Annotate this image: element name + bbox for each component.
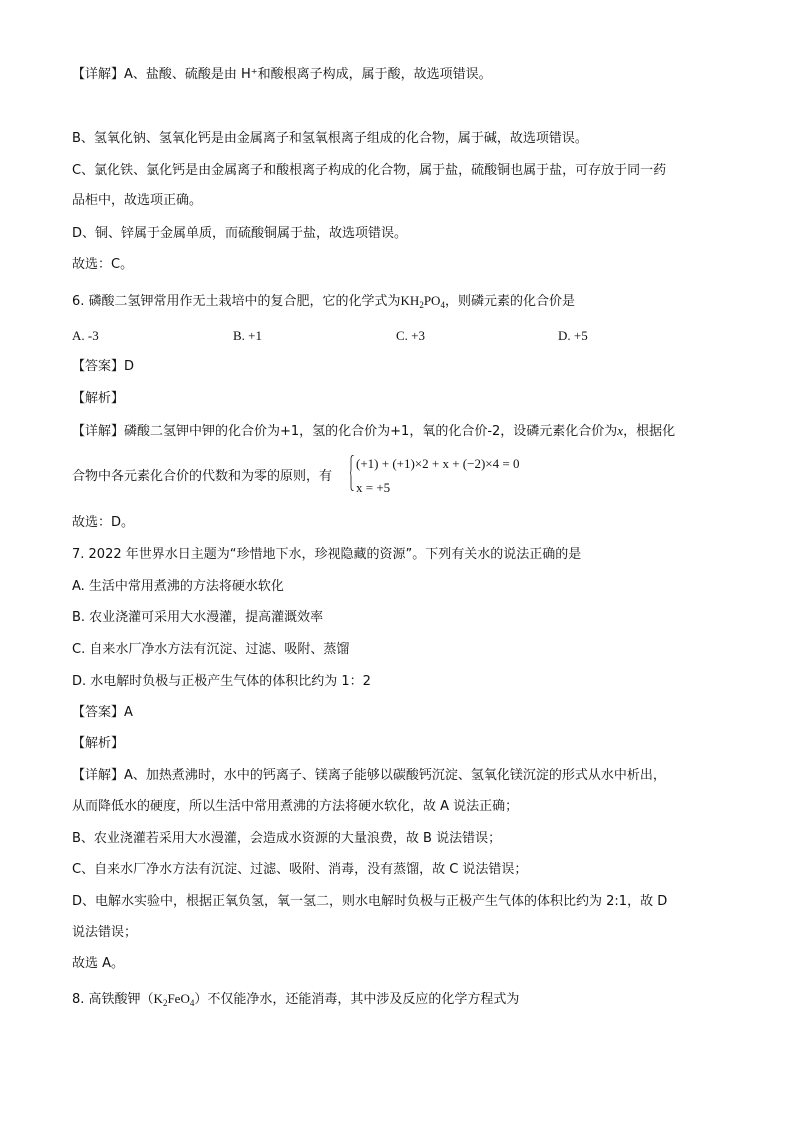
detail-6-line-1 <box>72 422 675 441</box>
question-8-stem-end: ）不仅能净水，还能消毒，其中涉及反应的化学方程式为 <box>194 992 520 1007</box>
detail-c-text: C、氯化铁、氯化钙是由金属离子和酸根离子构成的化合物，属于盐，硫酸铜也属于盐，可存放于同一药 <box>72 163 667 178</box>
analysis-6-heading: 【解析】 <box>72 391 125 406</box>
question-6-stem-end: ，则磷元素的化合价是 <box>444 294 575 309</box>
detail-6-line-1-end: ，根据化 <box>623 424 676 439</box>
detail-a-text: 【详解】A、盐酸、硫酸是由 H⁺和酸根离子构成，属于酸，故选项错误。 <box>72 67 492 82</box>
q7-option-a: A. 生活中常用煮沸的方法将硬水软化 <box>72 579 284 594</box>
equation-1: (+1) + (+1)×2 + x + (−2)×4 = 0 <box>356 456 520 471</box>
choice-c-text: 故选：C。 <box>72 257 134 272</box>
choice-a-text: 故选 A。 <box>72 956 125 971</box>
detail-7-line-5: D、电解水实验中，根据正氧负氢，氧一氢二，则水电解时负极与正极产生气体的体积比约为 2:1，故 D <box>72 894 668 909</box>
k2feo4-formula: $K_2FeO_4$ <box>153 991 195 1008</box>
kh2po4-formula: $KH_2PO_4$ <box>400 293 445 310</box>
question-8-stem: 8. 高铁酸钾（ <box>72 992 154 1007</box>
detail-7-line-1: 【详解】A、加热煮沸时，水中的钙离子、镁离子能够以碳酸钙沉淀、氢氧化镁沉淀的形式从水中析出， <box>72 768 666 783</box>
q6-option-c: C. +3 <box>396 328 426 343</box>
equation-2: x = +5 <box>356 480 391 495</box>
q7-option-b: B. 农业浇灌可采用大水漫灌，提高灌溉效率 <box>72 610 324 625</box>
answer-6: 【答案】D <box>72 359 135 374</box>
detail-7-line-4: C、自来水厂净水方法有沉淀、过滤、吸附、消毒，没有蒸馏，故 C 说法错误； <box>72 862 528 877</box>
q6-option-d: D. +5 <box>558 328 588 343</box>
q6-option-a: A. -3 <box>72 328 99 343</box>
question-6 <box>72 292 575 311</box>
detail-b-text: B、氢氧化钠、氢氧化钙是由金属离子和氢氧根离子组成的化合物，属于碱，故选项错误。 <box>72 131 588 146</box>
answer-7: 【答案】A <box>72 705 133 720</box>
question-8 <box>72 990 519 1009</box>
q7-option-d: D. 水电解时负极与正极产生气体的体积比约为 1：2 <box>72 674 371 689</box>
question-7: 7. 2022 年世界水日主题为“珍惜地下水，珍视隐藏的资源”。下列有关水的说法正确的是 <box>72 547 582 562</box>
variable-x: x <box>617 423 624 438</box>
detail-c-cont-text: 品柜中，故选项正确。 <box>72 193 203 208</box>
q6-option-b: B. +1 <box>233 328 263 343</box>
detail-7-line-2: 从而降低水的硬度，所以生活中常用煮沸的方法将硬水软化，故 A 说法正确； <box>72 799 519 814</box>
detail-6-line-1-text: 【详解】磷酸二氢钾中钾的化合价为+1，氢的化合价为+1，氧的化合价-2，设磷元素化合价为 <box>72 424 618 439</box>
detail-6-line-2: 合物中各元素化合价的代数和为零的原则，有 <box>72 469 333 484</box>
q7-option-c: C. 自来水厂净水方法有沉淀、过滤、吸附、蒸馏 <box>72 642 350 657</box>
detail-7-line-6: 说法错误； <box>72 925 138 940</box>
question-6-stem: 6. 磷酸二氢钾常用作无土栽培中的复合肥，它的化学式为 <box>72 294 401 309</box>
detail-7-line-3: B、农业浇灌若采用大水漫灌，会造成水资源的大量浪费，故 B 说法错误； <box>72 831 502 846</box>
detail-d-text: D、铜、锌属于金属单质，而硫酸铜属于盐，故选项错误。 <box>72 226 408 241</box>
choice-d-text: 故选：D。 <box>72 515 135 530</box>
analysis-7-heading: 【解析】 <box>72 736 125 751</box>
equation-brace <box>350 455 355 491</box>
